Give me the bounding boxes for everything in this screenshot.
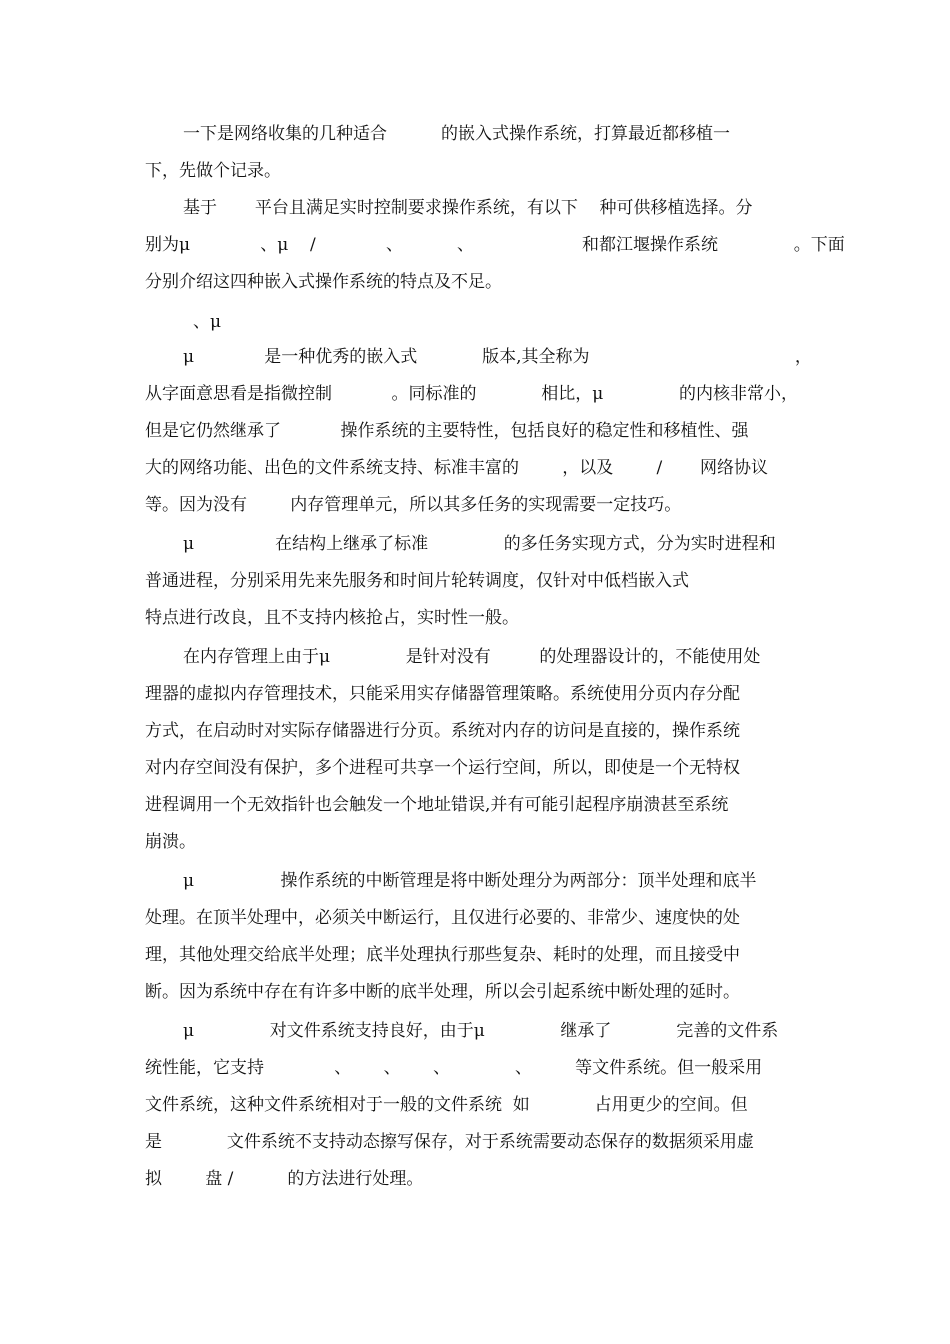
text-line-26: 统性能，它支持 、 、 、 、 等文件系统。但一般采用 [145, 1058, 763, 1078]
text-line-20: 崩溃。 [145, 832, 196, 852]
text-line-23: 理，其他处理交给底半处理；底半处理执行那些复杂、耗时的处理，而且接受中 [145, 945, 740, 965]
text-line-14: 特点进行改良，且不支持内核抢占，实时性一般。 [145, 608, 519, 628]
text-line-12: μ 在结构上继承了标准 的多任务实现方式，分为实时进程和 [183, 534, 776, 554]
text-line-25: μ 对文件系统支持良好，由于μ 继承了 完善的文件系 [183, 1021, 779, 1041]
text-line-29: 拟 盘 / 的方法进行处理。 [145, 1169, 424, 1189]
text-line-28: 是 文件系统不支持动态擦写保存，对于系统需要动态保存的数据须采用虚 [145, 1132, 754, 1152]
section-heading-1: 、μ [193, 312, 222, 332]
text-line-2: 下，先做个记录。 [145, 161, 281, 181]
text-line-8: 从字面意思看是指微控制 。同标准的 相比，μ 的内核非常小， [145, 384, 798, 404]
text-line-11: 等。因为没有 内存管理单元，所以其多任务的实现需要一定技巧。 [145, 495, 682, 515]
text-line-24: 断。因为系统中存在有许多中断的底半处理，所以会引起系统中断处理的延时。 [145, 982, 740, 1002]
text-line-22: 处理。在顶半处理中，必须关中断运行，且仅进行必要的、非常少、速度快的处 [145, 908, 740, 928]
text-line-9: 但是它仍然继承了 操作系统的主要特性，包括良好的稳定性和移植性、强 [145, 421, 749, 441]
text-line-19: 进程调用一个无效指针也会触发一个地址错误,并有可能引起程序崩溃甚至系统 [145, 795, 729, 815]
text-line-16: 理器的虚拟内存管理技术，只能采用实存储器管理策略。系统使用分页内存分配 [145, 684, 740, 704]
text-line-4: 别为μ 、μ / 、 、 和都江堰操作系统 。下面 [145, 235, 845, 255]
text-line-5: 分别介绍这四种嵌入式操作系统的特点及不足。 [145, 272, 502, 292]
text-line-7: μ 是一种优秀的嵌入式 版本,其全称为 ， [183, 347, 812, 367]
text-line-15: 在内存管理上由于μ 是针对没有 的处理器设计的，不能使用处 [183, 647, 761, 667]
text-line-18: 对内存空间没有保护，多个进程可共享一个运行空间，所以，即使是一个无特权 [145, 758, 740, 778]
text-line-3: 基于 平台且满足实时控制要求操作系统，有以下 种可供移植选择。分 [183, 198, 753, 218]
text-line-1: 一下是网络收集的几种适合 的嵌入式操作系统，打算最近都移植一 [183, 124, 731, 144]
text-line-27: 文件系统，这种文件系统相对于一般的文件系统 如 占用更少的空间。但 [145, 1095, 748, 1115]
text-line-10: 大的网络功能、出色的文件系统支持、标准丰富的 ，以及 / 网络协议 [145, 458, 769, 478]
text-line-21: μ 操作系统的中断管理是将中断处理分为两部分：顶半处理和底半 [183, 871, 757, 891]
text-line-13: 普通进程，分别采用先来先服务和时间片轮转调度，仅针对中低档嵌入式 [145, 571, 689, 591]
text-line-17: 方式，在启动时对实际存储器进行分页。系统对内存的访问是直接的，操作系统 [145, 721, 740, 741]
